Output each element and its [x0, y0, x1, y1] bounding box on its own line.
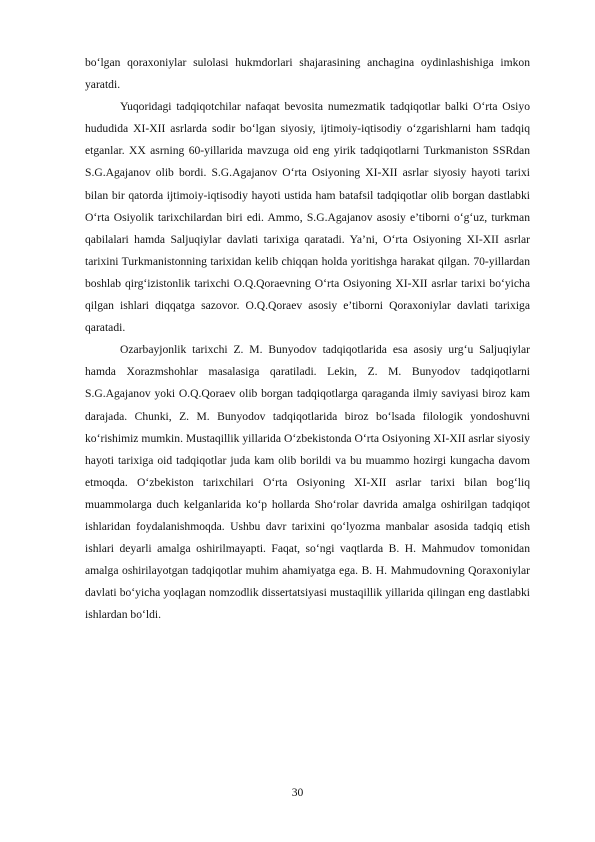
page-number: 30	[291, 786, 304, 799]
paragraph-researchers: Yuqoridagi tadqiqotchilar nafaqat bevosita numezmatik tadqiqotlar balki O‘rta Osiyo hududida XI-XII asrlarda sodir bo‘lgan siyosiy, ijtimoiy-iqtisodiy o‘zgarishlarni ham tadqiq etganlar. XX asrning 60-yillarida mavzuga oid eng yirik tadqiqotlarni Turkmaniston SSRdan S.G.Agajanov olib bordi. S.G.Agajanov O‘rta Osiyoning XI-XII asrlar siyosiy hayoti tarixi bilan bir qatorda ijtimoiy-iqtisodiy hayoti ustida ham batafsil tadqiqotlar olib borgan dastlabki O‘rta Osiyolik tarixchilardan biri edi. Ammo, S.G.Agajanov asosiy e’tiborni o‘g‘uz, turkman qabilalari hamda Saljuqiylar davlati tarixiga qaratadi. Ya’ni, O‘rta Osiyoning XI-XII asrlar tarixini Turkmanistonning tarixidan kelib chiqqan holda yoritishga harakat qilgan. 70-yillardan boshlab qirg‘izistonlik tarixchi O.Q.Qoraevning O‘rta Osiyoning XI-XII asrlar tarixi bo‘yicha qilgan ishlari diqqatga sazovor. O.Q.Qoraev asosiy e’tiborni Qoraxoniylar davlati tarixiga qaratadi.	[85, 100, 530, 335]
body-text	[85, 52, 530, 626]
paragraph-bunyodov: Ozarbayjonlik tarixchi Z. M. Bunyodov tadqiqotlarida esa asosiy urg‘u Saljuqiylar hamda Xorazmshohlar masalasiga qaratiladi. Lekin, Z. M. Bunyodov tadqiqotlarni S.G.Agajanov yoki O.Q.Qoraev olib borgan tadqiqotlarga qaraganda ilmiy saviyasi biroz kam darajada. Chunki, Z. M. Bunyodov tadqiqotlarida biroz bo‘lsada filologik yondoshuvni ko‘rishimiz mumkin. Mustaqillik yillarida O‘zbekistonda O‘rta Osiyoning XI-XII asrlar siyosiy hayoti tarixiga oid tadqiqotlar juda kam olib borildi va bu muammo hozirgi kungacha davom etmoqda. O‘zbekiston tarixchilari O‘rta Osiyoning XI-XII asrlar tarixi bilan bog‘liq muammolarga duch kelganlarida ko‘p hollarda Sho‘rolar davrida amalga oshirilgan tadqiqot ishlaridan foydalanishmoqda. Ushbu davr tarixini qo‘lyozma manbalar asosida tadqiq etish ishlari deyarli amalga oshirilmayapti. Faqat, so‘ngi vaqtlarda B. H. Mahmudov tomonidan amalga oshirilayotgan tadqiqotlar muhim ahamiyatga ega. B. H. Mahmudovning Qoraxoniylar davlati bo‘yicha yoqlagan nomzodlik dissertatsiyasi mustaqillik yillarida qilingan eng dastlabki ishlardan bo‘ldi.	[85, 343, 530, 622]
paragraph-continuation: bo‘lgan qoraxoniylar sulolasi hukmdorlari shajarasining anchagina oydinlashishiga imkon yaratdi.	[85, 56, 530, 92]
